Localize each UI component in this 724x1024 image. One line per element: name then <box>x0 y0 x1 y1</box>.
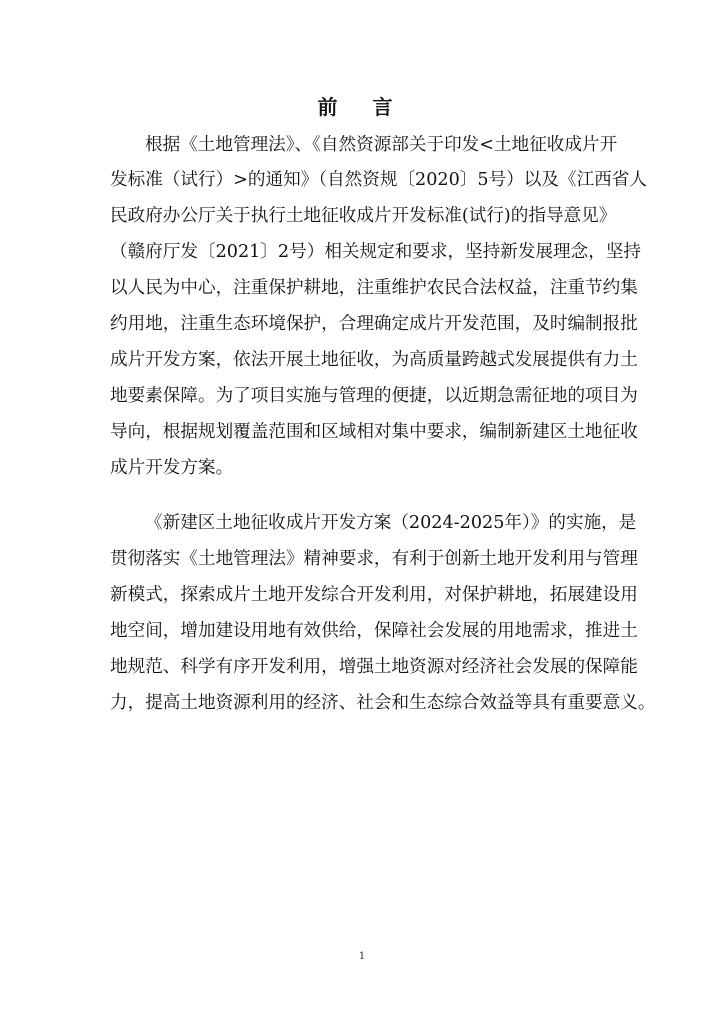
page-number: 1 <box>358 951 366 962</box>
paragraph-1-line-10: 成片开发方案。 <box>110 458 234 478</box>
paragraph-2-line-1: 《新建区土地征收成片开发方案（2024-2025年）》的实施，是 <box>145 513 637 533</box>
paragraph-1-line-3: 民政府办公厅关于执行土地征收成片开发标准(试行)的指导意见》 <box>110 206 617 226</box>
paragraph-1-line-8: 地要素保障。为了项目实施与管理的便捷，以近期急需征地的项目为 <box>110 386 638 406</box>
paragraph-1-line-5: 以人民为中心，注重保护耕地，注重维护农民合法权益，注重节约集 <box>110 278 638 298</box>
paragraph-2-line-5: 地规范、科学有序开发利用，增强土地资源对经济社会发展的保障能 <box>110 657 638 677</box>
page-title: 前 言 <box>317 95 407 119</box>
paragraph-1-line-7: 成片开发方案，依法开展土地征收，为高质量跨越式发展提供有力土 <box>110 350 638 370</box>
paragraph-2-line-6: 力，提高土地资源利用的经济、社会和生态综合效益等具有重要意义。 <box>110 693 656 713</box>
paragraph-2-line-4: 地空间，增加建设用地有效供给，保障社会发展的用地需求，推进土 <box>110 621 638 641</box>
paragraph-1-line-6: 约用地，注重生态环境保护，合理确定成片开发范围，及时编制报批 <box>110 314 638 334</box>
paragraph-1-line-4: （赣府厅发〔2021〕2号）相关规定和要求，坚持新发展理念，坚持 <box>110 242 642 262</box>
paragraph-2-line-3: 新模式，探索成片土地开发综合开发利用，对保护耕地，拓展建设用 <box>110 585 638 605</box>
paragraph-1-line-1: 根据《土地管理法》、《自然资源部关于印发<土地征收成片开 <box>145 135 618 155</box>
paragraph-1-line-2: 发标准（试行）>的通知》（自然资规〔2020〕5号）以及《江西省人 <box>110 170 647 190</box>
paragraph-1-line-9: 导向，根据规划覆盖范围和区域相对集中要求，编制新建区土地征收 <box>110 422 638 442</box>
paragraph-2-line-2: 贯彻落实《土地管理法》精神要求，有利于创新土地开发利用与管理 <box>110 549 638 569</box>
